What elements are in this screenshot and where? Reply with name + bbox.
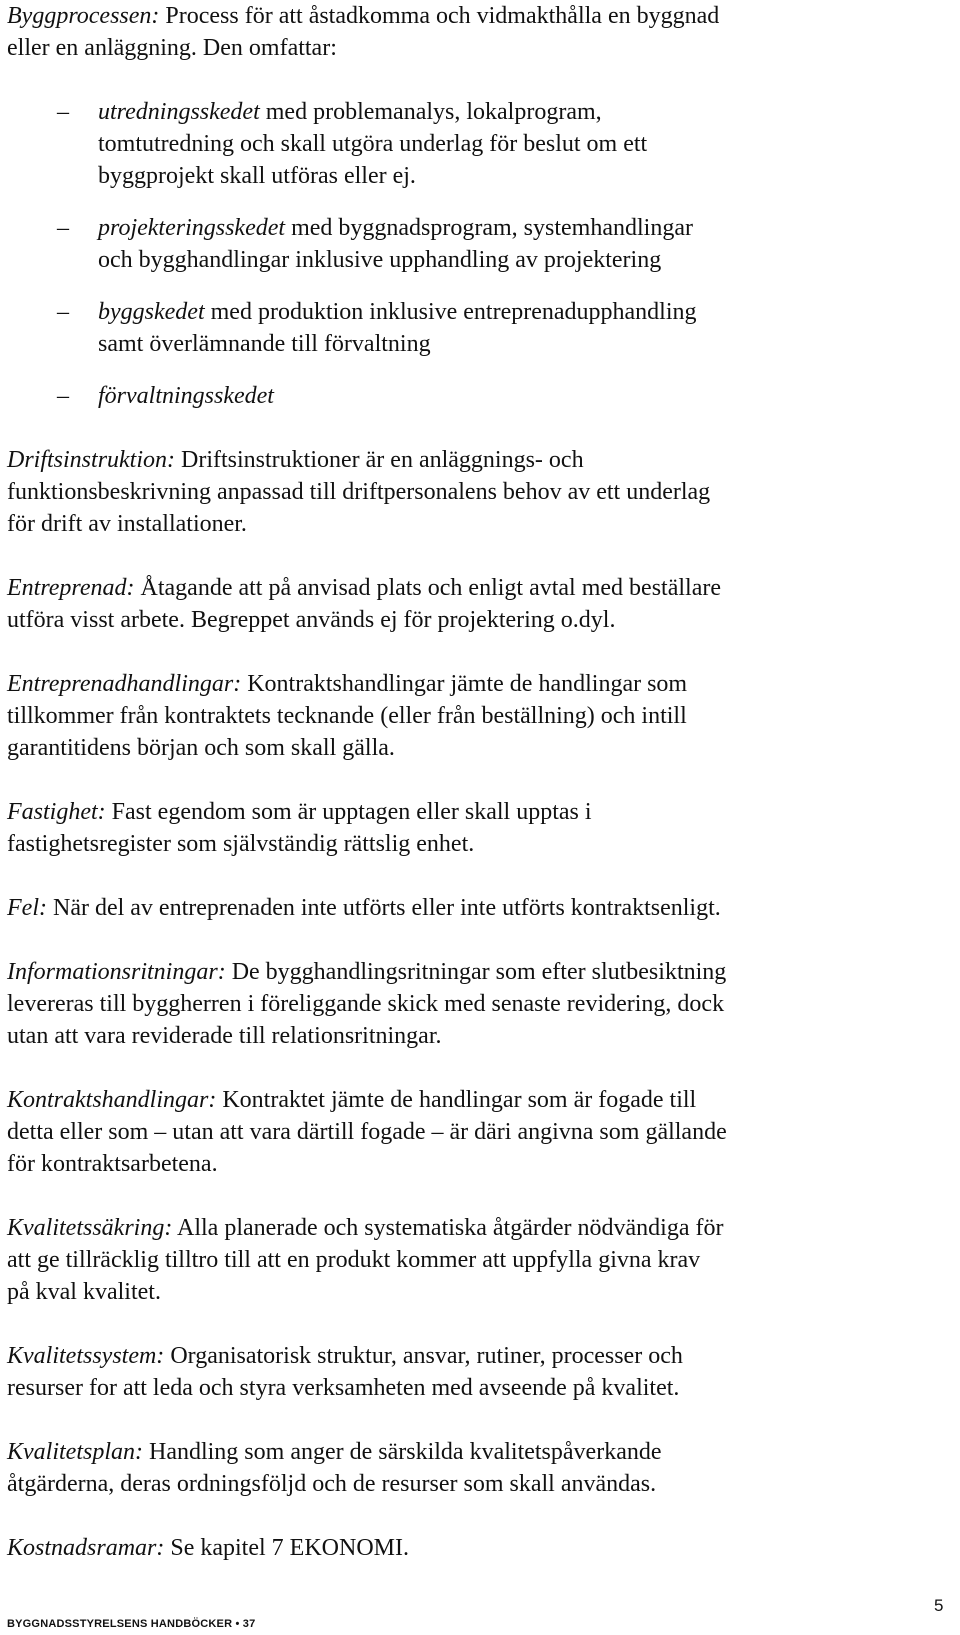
definition-text: Handling som anger de särskilda kvalitetspåverkande åtgärderna, deras ordningsföljd och de resurser som skall användas. — [7, 1439, 662, 1497]
definition-term: Driftsinstruktion: — [7, 447, 176, 473]
definition-text: Driftsinstruktioner är en anläggnings- och funktionsbeskrivning anpassad till driftpersonalens behov av ett underlag för drift av installationer. — [7, 447, 711, 537]
definition-text: När del av entreprenaden inte utförts eller inte utförts kontraktsenligt. — [46, 895, 721, 921]
definition-kvalitetssystem — [7, 1340, 727, 1404]
definition-entreprenad — [7, 572, 727, 636]
phase-term: utredningsskedet — [98, 99, 260, 125]
definition-term: Byggprocessen: — [7, 3, 160, 29]
definition-text: Åtagande att på anvisad plats och enligt avtal med beställare utföra visst arbete. Begreppet används ej för projektering o.dyl. — [7, 575, 721, 633]
definition-term: Entreprenad: — [7, 575, 135, 601]
definition-text: Se kapitel 7 EKONOMI. — [164, 1535, 409, 1561]
list-item — [7, 296, 727, 360]
definition-term: Kostnadsramar: — [7, 1535, 165, 1561]
definition-fel — [7, 892, 727, 924]
definition-term: Fel: — [7, 895, 47, 921]
definition-term: Kvalitetssystem: — [7, 1343, 165, 1369]
definition-kvalitetsplan — [7, 1436, 727, 1500]
definition-kvalitetssakring — [7, 1212, 727, 1308]
definition-text: Kontraktet jämte de handlingar som är fogade till detta eller som – utan att vara därtill fogade – är däri angivna som gällande för kontraktsarbetena. — [7, 1087, 727, 1177]
dash-bullet: – — [57, 99, 69, 125]
dash-bullet: – — [57, 215, 69, 241]
definition-term: Kvalitetssäkring: — [7, 1215, 173, 1241]
definition-text: Process för att åstadkomma och vidmakthålla en byggnad eller en anläggning. Den omfattar: — [7, 3, 720, 61]
definition-fastighet — [7, 796, 727, 860]
list-item — [7, 212, 727, 276]
definition-term: Kontraktshandlingar: — [7, 1087, 217, 1113]
definition-text: De bygghandlingsritningar som efter slutbesiktning levereras till byggherren i föreliggande skick med senaste revidering, dock utan att vara reviderade till relationsritningar. — [7, 959, 727, 1049]
page-number: 5 — [934, 1596, 944, 1615]
definition-text: Kontraktshandlingar jämte de handlingar som tillkommer från kontraktets tecknande (eller från beställning) och intill garantitidens början och som skall gälla. — [7, 671, 688, 761]
definition-text: Fast egendom som är upptagen eller skall upptas i fastighetsregister som självständig rättslig enhet. — [7, 799, 592, 857]
phase-text: med produktion inklusive entreprenadupphandling samt överlämnande till förvaltning — [98, 299, 697, 357]
phase-term: byggskedet — [98, 299, 205, 325]
definition-text: Alla planerade och systematiska åtgärder nödvändiga för att ge tillräcklig tilltro till att en produkt kommer att uppfylla givna krav på kval kvalitet. — [7, 1215, 724, 1305]
definition-entreprenadhandlingar — [7, 668, 727, 764]
definition-byggprocessen — [7, 0, 727, 64]
dash-bullet: – — [57, 299, 69, 325]
phase-term: förvaltningsskedet — [98, 383, 274, 409]
definition-text: Organisatorisk struktur, ansvar, rutiner, processer och resurser for att leda och styra verksamheten med avseende på kvalitet. — [7, 1343, 683, 1401]
phase-text: med problemanalys, lokalprogram, tomtutredning och skall utgöra underlag för beslut om ett byggprojekt skall utföras eller ej. — [98, 99, 648, 189]
definition-term: Informationsritningar: — [7, 959, 226, 985]
document-page — [7, 0, 727, 1596]
dash-bullet: – — [57, 383, 69, 409]
definition-informationsritningar — [7, 956, 727, 1052]
footer-publication: BYGGNADSSTYRELSENS HANDBÖCKER • 37 — [7, 1618, 256, 1630]
definition-term: Fastighet: — [7, 799, 106, 825]
definition-kostnadsramar — [7, 1532, 727, 1564]
phase-term: projekteringsskedet — [98, 215, 286, 241]
definition-kontraktshandlingar — [7, 1084, 727, 1180]
phase-text: med byggnadsprogram, systemhandlingar och bygghandlingar inklusive upphandling av projektering — [98, 215, 693, 273]
definition-term: Entreprenadhandlingar: — [7, 671, 242, 697]
phase-list — [7, 96, 727, 412]
list-item — [7, 96, 727, 192]
list-item — [7, 380, 727, 412]
definition-term: Kvalitetsplan: — [7, 1439, 143, 1465]
definition-driftsinstruktion — [7, 444, 727, 540]
